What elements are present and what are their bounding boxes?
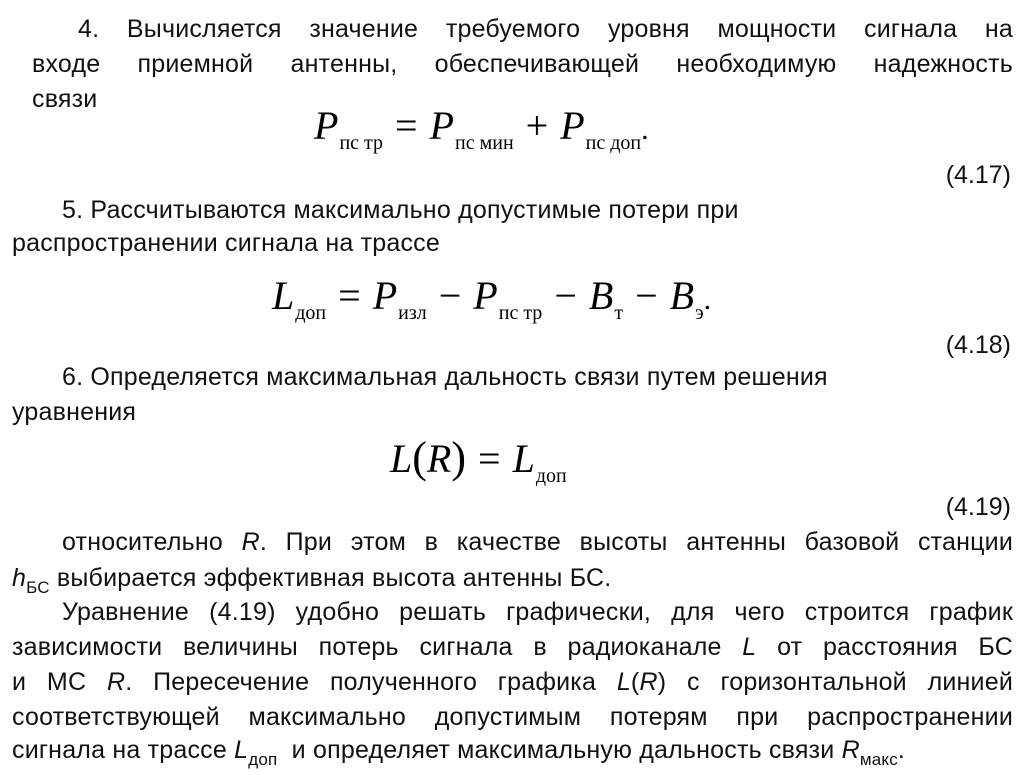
para2-line5-text-a: сигнала на трассе [12, 736, 235, 764]
para2-variable-r2: R [639, 668, 658, 696]
eq418-minus-3: − [635, 273, 658, 318]
eq418-term3-symbol: B [588, 273, 614, 318]
eq418-term1-symbol: P [372, 273, 398, 318]
para2-line3 [12, 667, 1013, 697]
para2-line1: Уравнение (4.19) удобно решать графически, для чего строится график [62, 598, 1013, 626]
eq418-term2-subscript: пс тр [498, 302, 543, 324]
para2-line2 [12, 632, 1013, 662]
eq418-term2-symbol: P [473, 273, 498, 318]
eq419-equals: = [478, 436, 501, 481]
eq417-plus: + [525, 103, 549, 148]
equation-number-4-19: (4.19) [945, 493, 1011, 521]
eq419-rhs-subscript: доп [535, 465, 567, 487]
equation-number-4-17: (4.17) [945, 161, 1011, 189]
eq419-left-paren: ( [412, 433, 427, 482]
para2-subscript-dop: доп [248, 750, 278, 769]
para2-variable-r1: R [106, 668, 126, 696]
eq417-term2-subscript: пс доп [585, 132, 642, 154]
para2-line3-text-b: . Пересечение полученного графика [125, 668, 617, 696]
step5-line1: 5. Рассчитываются максимально допустимые потери при [62, 196, 739, 224]
para2-line3-paren-open: ( [630, 668, 640, 696]
equation-4-19 [390, 434, 567, 500]
equation-4-18 [272, 272, 711, 337]
para2-line4: соответствующей максимально допустимым потерям при распространении [12, 703, 1013, 731]
eq418-term4-subscript: э [695, 302, 704, 324]
para2-line3-text-d: ) с горизонтальной линией [657, 668, 1013, 696]
step4-line2: входе приемной антенны, обеспечивающей необходимую надежность [32, 50, 1013, 78]
eq418-equals: = [338, 273, 361, 318]
step4-line3: связи [32, 85, 98, 113]
step4-line1: 4. Вычисляется значение требуемого уровня мощности сигнала на [78, 15, 1013, 43]
para2-line5 [12, 735, 905, 775]
para1-variable-r: R [241, 528, 260, 556]
eq418-term3-subscript: т [614, 302, 624, 324]
para2-line2-text-b: от расстояния БС [756, 633, 1013, 661]
para2-line2-text-a: зависимости величины потерь сигнала в радиоканале [12, 633, 743, 661]
eq418-lhs-symbol: L [272, 273, 295, 318]
eq418-term4-symbol: B [669, 273, 695, 318]
eq417-lhs-symbol: P [314, 103, 339, 148]
eq419-right-paren: ) [451, 433, 466, 482]
step6-line1: 6. Определяется максимальная дальность связи путем решения [62, 363, 828, 391]
equation-number-4-18: (4.18) [945, 331, 1011, 359]
eq419-rhs-symbol: L [512, 436, 535, 481]
eq418-minus-1: − [438, 273, 462, 318]
para1-line1-text-a: относительно [62, 528, 242, 556]
para2-variable-l-dop: L [234, 736, 249, 764]
para2-variable-l: L [742, 633, 757, 661]
para1-line1-text-b: . При этом в качестве высоты антенны базовой станции [259, 528, 1014, 556]
eq418-term1-subscript: изл [398, 302, 427, 324]
step5-line2: распространении сигнала на трассе [12, 229, 440, 257]
step6-line2: уравнения [12, 398, 137, 426]
para1-line1 [62, 527, 1013, 557]
eq418-period: . [703, 283, 712, 316]
para1-line2-text: выбирается эффективная высота антенны БС. [49, 564, 612, 592]
para2-variable-r-maks: R [841, 736, 860, 764]
para2-line5-period: . [897, 736, 906, 764]
para2-line3-text-a: и МС [12, 668, 107, 696]
eq417-term1-symbol: P [429, 103, 455, 148]
eq419-argument: R [426, 436, 452, 481]
eq417-period: . [641, 113, 649, 146]
eq417-lhs-subscript: пс тр [339, 132, 384, 154]
eq419-function-symbol: L [390, 436, 413, 481]
eq417-term2-symbol: P [560, 103, 585, 148]
para1-variable-h: h [12, 564, 27, 592]
equation-4-17 [314, 102, 649, 167]
para2-subscript-maks: макс [859, 750, 898, 769]
eq417-term1-subscript: пс мин [455, 132, 514, 154]
eq418-minus-2: − [554, 273, 577, 318]
para2-line5-text-b: и определяет максимальную дальность связи [277, 736, 842, 764]
para1-subscript-bs: БС [26, 578, 50, 597]
para2-variable-l2: L [616, 668, 631, 696]
eq418-lhs-subscript: доп [295, 302, 327, 324]
eq417-equals: = [395, 103, 418, 148]
